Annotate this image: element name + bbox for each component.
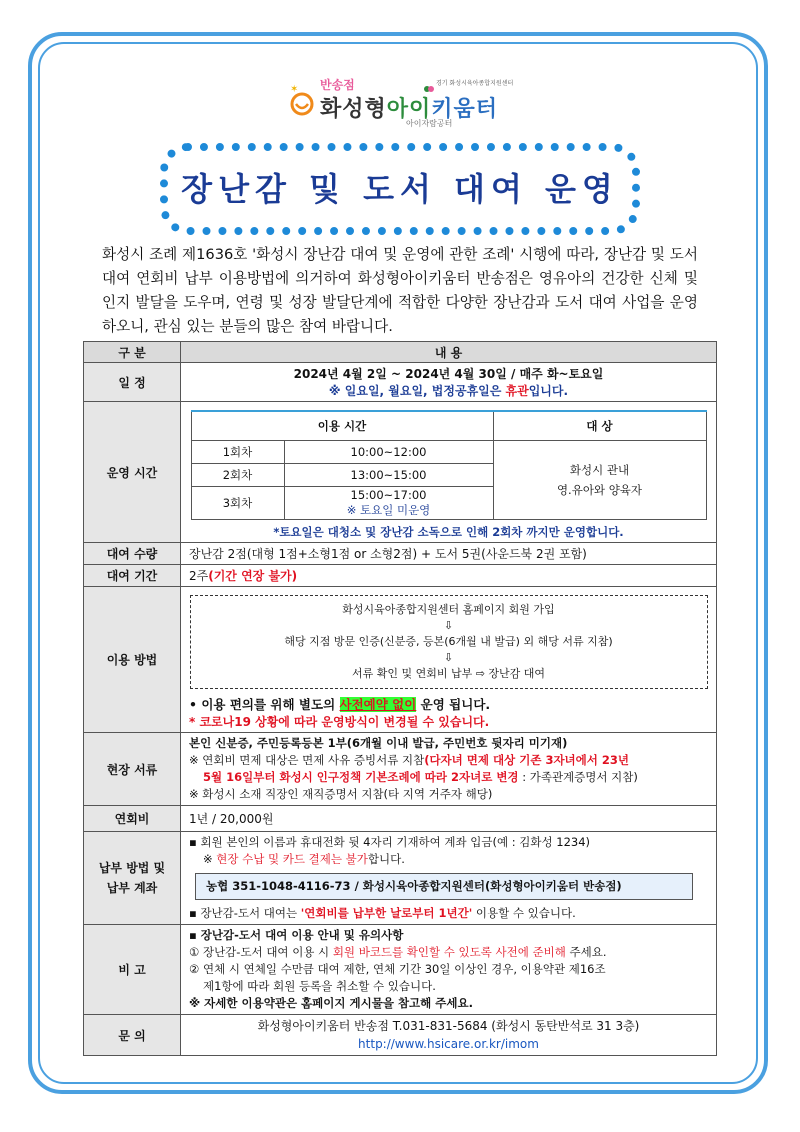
quantity-row [84,543,717,565]
header-category: 구 분 [84,342,181,363]
method-steps: 화성시육아종합지원센터 홈페이지 회원 가입 ⇩ 해당 지점 방문 인증(신분증, 등본(6개월 내 발급) 외 해당 서류 지참) ⇩ 서류 확인 및 연회비 납부 ⇨ 장난감 대여 [190,595,708,689]
header-content: 내 용 [181,342,717,363]
schedule-label: 일 정 [84,363,181,402]
logo-subtitle: 아이자람공터 [406,119,453,128]
hours-col-time: 이용 시간 [191,411,493,441]
fee-value: 1년 / 20,000원 [181,806,717,832]
hours-footnote: *토요일은 대청소 및 장난감 소독으로 인해 2회차 까지만 운영합니다. [273,525,624,539]
method-label: 이용 방법 [84,587,181,733]
hours-target: 화성시 관내 영.유아와 양육자 [493,441,706,520]
documents-row [84,733,717,806]
hours-label: 운영 시간 [84,402,181,543]
method-note-covid: * 코로나19 상황에 따라 운영방식이 변경될 수 있습니다. [189,715,490,729]
remarks-row [84,925,717,1015]
period-value: 2주(기간 연장 불가) [181,565,717,587]
fee-label: 연회비 [84,806,181,832]
period-row [84,565,717,587]
session-row: 3회차 15:00~17:00 ※ 토요일 미운영 [191,487,706,520]
fee-row [84,806,717,832]
bank-account: 농협 351-1048-4116-73 / 화성시육아종합지원센터(화성형아이키움터 반송점) [195,873,693,900]
hours-content [181,402,717,543]
period-label: 대여 기간 [84,565,181,587]
method-row [84,587,717,733]
info-table [83,341,717,1056]
smiley-logo-icon [288,84,318,116]
page-title: 장난감 및 도서 대여 운영 [181,170,619,208]
quantity-value: 장난감 2점(대형 1점+소형1점 or 소형2점) + 도서 5권(사운드북 2권 포함) [181,543,717,565]
quantity-label: 대여 수량 [84,543,181,565]
schedule-row [84,363,717,402]
remarks-label: 비 고 [84,925,181,1015]
session-row: 2회차 13:00~15:00 [191,464,706,487]
table-header-row [84,342,717,363]
documents-label: 현장 서류 [84,733,181,806]
payment-label: 납부 방법 및 납부 계좌 [84,832,181,925]
payment-content: ▪ 회원 본인의 이름과 휴대전화 뒷 4자리 기재하여 계좌 입금(예 : 김화성 1234) ※ 현장 수납 및 카드 결제는 불가합니다. 농협 351-1048-4116-73 / 화성시육아종합지원센터(화성형아이키움터 반송점) ▪ 장난감-도서 대여는 '연회비를 납부한 날로부터 1년간' 이용할 수 있습니다. [181,832,717,925]
intro-paragraph: 화성시 조례 제1636호 '화성시 장난감 대여 및 운영에 관한 조례' 시행에 따라, 장난감 및 도서 대여 연회비 납부 이용방법에 의거하여 화성형아이키움터 반송점은 영유아의 건강한 신체 및 인지 발달을 도우며, 연령 및 성장 발달단계에 적합한 다양한 장난감과 도서 대여 사업을 운영하오니, 관심 있는 분들의 많은 참여 바랍니다. [102,246,698,335]
contact-label: 문 의 [84,1015,181,1056]
hours-table [191,410,707,520]
contact-content: 화성형아이키움터 반송점 T.031-831-5684 (화성시 동탄반석로 31 3층) http://www.hsicare.or.kr/imom [181,1015,717,1056]
svg-text:✶: ✶ [290,84,299,95]
schedule-content: 2024년 4월 2일 ~ 2024년 4월 30일 / 매주 화~토요일 ※ 일요일, 월요일, 법정공휴일은 휴관입니다. [181,363,717,402]
payment-row [84,832,717,925]
logo-center-name: 경기 화성시육아종합지원센터 [436,80,514,87]
homepage-link[interactable]: http://www.hsicare.or.kr/imom [358,1037,539,1051]
hours-row [84,402,717,543]
session-row: 1회차 10:00~12:00 화성시 관내 영.유아와 양육자 [191,441,706,464]
logo-branch: 반송점 [320,78,355,92]
method-note-reservation: • 이용 편의를 위해 별도의 사전예약 없이 운영 됩니다. [189,697,491,712]
logo-name: 화성형아이키움터 [320,97,499,122]
contact-row [84,1015,717,1056]
hours-col-target: 대 상 [493,411,706,441]
title-box [160,143,640,235]
documents-content: 본인 신분증, 주민등록등본 1부(6개월 이내 발급, 주민번호 뒷자리 미기재) ※ 연회비 면제 대상은 면제 사유 증빙서류 지참(다자녀 면제 대상 기존 3자녀에서 23년 5월 16일부터 화성시 인구정책 기본조례에 따라 2자녀로 변경 : 가족관계증명서 지참) ※ 화성시 소재 직장인 재직증명서 지참(타 지역 거주자 해당) [181,733,717,806]
method-content [181,587,717,733]
remarks-content: ▪ 장난감-도서 대여 이용 안내 및 유의사항 ① 장난감-도서 대여 이용 시 회원 바코드를 확인할 수 있도록 사전에 준비해 주세요. ② 연체 시 연체일 수만큼 대여 제한, 연체 기간 30일 이상인 경우, 이용약관 제16조 제1항에 따라 회원 등록을 취소할 수 있습니다. ※ 자세한 이용약관은 홈페이지 게시물을 참고해 주세요. [181,925,717,1015]
logo [288,70,528,128]
